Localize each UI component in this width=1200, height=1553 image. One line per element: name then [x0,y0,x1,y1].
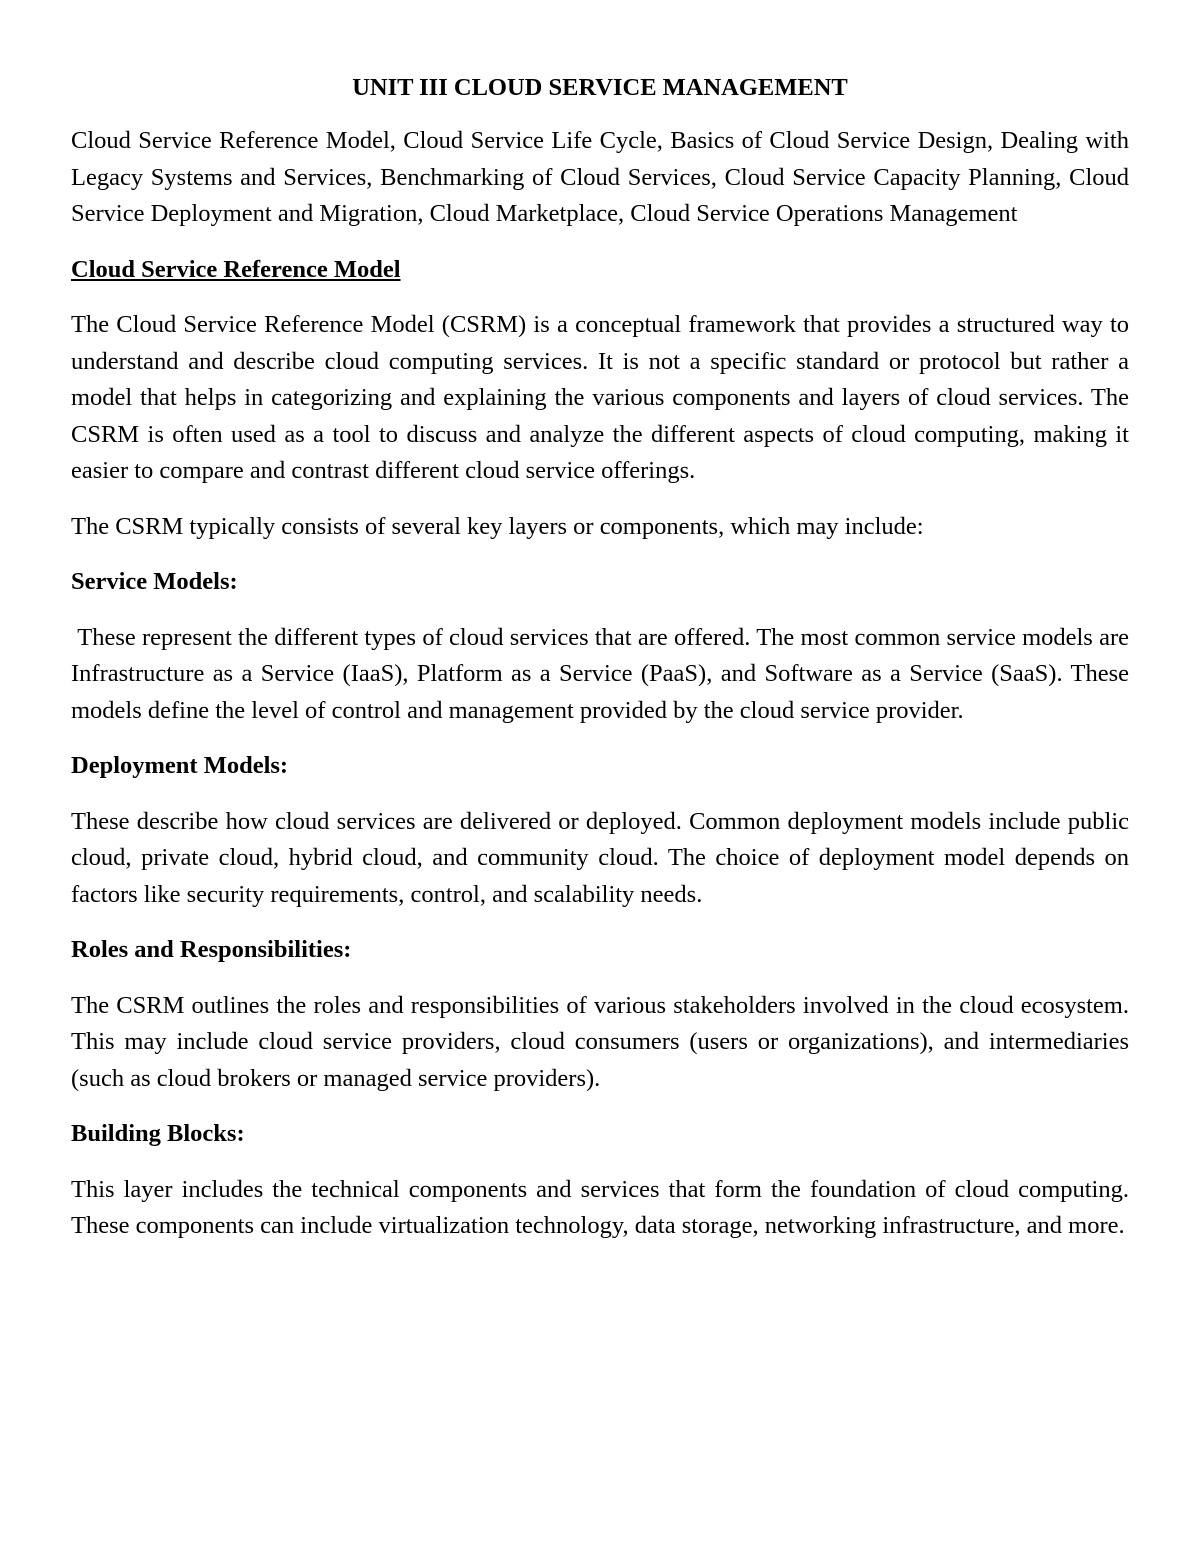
deployment-models-heading: Deployment Models: [71,752,289,779]
unit-title: UNIT III CLOUD SERVICE MANAGEMENT [352,74,848,101]
syllabus-paragraph: Cloud Service Reference Model, Cloud Service Life Cycle, Basics of Cloud Service Design, Dealing with Legacy Systems and Services, Benchmarking of Cloud Services, Cloud Service Capacity Planning, Cloud Service Deployment and Migration, Cloud Marketplace, Cloud Service Operations Management [71,127,1129,227]
building-blocks-paragraph: This layer includes the technical components and services that form the foundation of cloud computing. These components can include virtualization technology, data storage, networking infrastructure, and more. [71,1175,1129,1239]
service-models-paragraph: These represent the different types of cloud services that are offered. The most common service models are Infrastructure as a Service (IaaS), Platform as a Service (PaaS), and Software as a Service (SaaS). These models define the level of control and management provided by the cloud service provider. [71,623,1136,724]
section-title: Cloud Service Reference Model [71,255,401,283]
building-blocks-heading: Building Blocks: [71,1120,245,1147]
roles-responsibilities-heading: Roles and Responsibilities: [71,936,352,963]
intro-paragraph: The Cloud Service Reference Model (CSRM) is a conceptual framework that provides a structured way to understand and describe cloud computing services. It is not a specific standard or protocol but rather a model that helps in categorizing and explaining the various components and layers of cloud services. The CSRM is often used as a tool to discuss and analyze the different aspects of cloud computing, making it easier to compare and contrast different cloud service offerings. [71,311,1129,484]
document-page [71,70,1136,1264]
layers-intro-paragraph: The CSRM typically consists of several key layers or components, which may include: [71,512,924,540]
roles-responsibilities-paragraph: The CSRM outlines the roles and responsibilities of various stakeholders involved in the cloud ecosystem. This may include cloud service providers, cloud consumers (users or organizations), and intermediaries (such as cloud brokers or managed service providers). [71,991,1129,1092]
service-models-heading: Service Models: [71,568,238,595]
deployment-models-paragraph: These describe how cloud services are delivered or deployed. Common deployment models include public cloud, private cloud, hybrid cloud, and community cloud. The choice of deployment model depends on factors like security requirements, control, and scalability needs. [71,807,1129,908]
